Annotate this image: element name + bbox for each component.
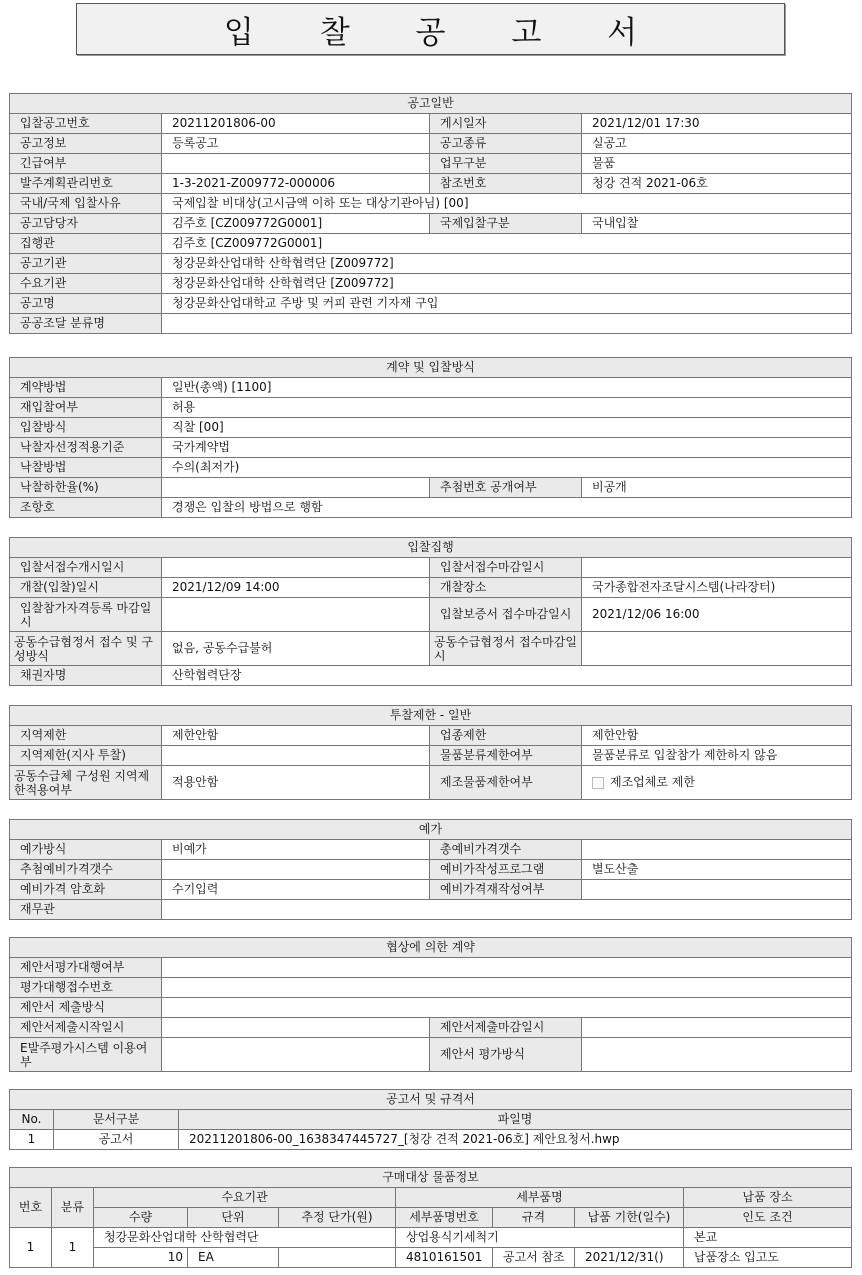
nego-header: 협상에 의한 계약 [10, 938, 852, 958]
notice-info: 등록공고 [162, 134, 430, 154]
executor-label: 집행관 [10, 234, 162, 254]
price-total [582, 840, 852, 860]
submit-start [162, 1018, 430, 1038]
bid-end-label: 입찰서접수마감일시 [430, 558, 582, 578]
eval-agency [162, 958, 852, 978]
price-draw-label: 추첨예비가격갯수 [10, 860, 162, 880]
lottery-label: 추첨번호 공개여부 [430, 478, 582, 498]
biz-type: 물품 [582, 154, 852, 174]
items-col-unit: 단위 [188, 1208, 279, 1228]
bid-method: 직찰 [00] [162, 418, 852, 438]
notice-name-label: 공고명 [10, 294, 162, 314]
item-demand: 청강문화산업대학 산학협력단 [94, 1228, 396, 1248]
rebid: 허용 [162, 398, 852, 418]
industry: 제한안함 [582, 726, 852, 746]
maker-label: 제조물품제한여부 [430, 766, 582, 800]
restrict-section [9, 705, 852, 800]
files-col-name: 파일명 [179, 1110, 852, 1130]
eval-method [582, 1038, 852, 1072]
urgent-label: 긴급여부 [10, 154, 162, 174]
intl-reason: 국제입찰 비대상(고시금액 이하 또는 대상기관아님) [00] [162, 194, 852, 214]
qual [162, 598, 430, 632]
eval-no-label: 평가대행접수번호 [10, 978, 162, 998]
submit-end-label: 제안서제출마감일시 [430, 1018, 582, 1038]
finance [162, 900, 852, 920]
bid-no-label: 입찰공고번호 [10, 114, 162, 134]
price-header: 예가 [10, 820, 852, 840]
file-row [10, 1130, 852, 1150]
price-method: 비예가 [162, 840, 430, 860]
items-col-no: 번호 [10, 1188, 52, 1228]
criteria: 국가계약법 [162, 438, 852, 458]
price-program-label: 예비가작성프로그램 [430, 860, 582, 880]
clause: 경쟁은 입찰의 방법으로 행함 [162, 498, 852, 518]
ebid-label: E발주평가시스템 이용여부 [10, 1038, 162, 1072]
price-method-label: 예가방식 [10, 840, 162, 860]
intl-reason-label: 국내/국제 입찰사유 [10, 194, 162, 214]
joint-deadline-label: 공동수급협정서 접수마감일시 [430, 632, 582, 666]
item-due: 2021/12/31() [575, 1248, 684, 1268]
joint-method-label: 공동수급협정서 접수 및 구성방식 [10, 632, 162, 666]
nego-section [9, 937, 852, 1072]
bid-method-label: 입찰방식 [10, 418, 162, 438]
executor: 김주호 [CZ009772G0001] [162, 234, 852, 254]
document-title [76, 3, 785, 55]
files-section [9, 1089, 852, 1150]
maker-checkbox[interactable] [592, 777, 604, 789]
item-spec: 공고서 참조 [493, 1248, 575, 1268]
item-detail-no: 4810161501 [396, 1248, 493, 1268]
files-col-no: No. [10, 1110, 54, 1130]
items-col-place: 납품 장소 [684, 1188, 852, 1208]
items-col-due: 납품 기한(일수) [575, 1208, 684, 1228]
contract-method: 일반(총액) [1100] [162, 378, 852, 398]
maker-cell [582, 766, 852, 800]
file-no: 1 [10, 1130, 54, 1150]
item-qty: 10 [94, 1248, 188, 1268]
award-label: 낙찰방법 [10, 458, 162, 478]
ref-no-label: 참조번호 [430, 174, 582, 194]
intl-type-label: 국제입찰구분 [430, 214, 582, 234]
branch-label: 지역제한(지사 투찰) [10, 746, 162, 766]
restrict-header: 투찰제한 - 일반 [10, 706, 852, 726]
item-price [279, 1248, 396, 1268]
contract-header: 계약 및 입찰방식 [10, 358, 852, 378]
ref-no: 청강 견적 2021-06호 [582, 174, 852, 194]
items-col-qty: 수량 [94, 1208, 188, 1228]
item-place: 본교 [684, 1228, 852, 1248]
price-total-label: 총예비가격갯수 [430, 840, 582, 860]
items-header: 구매대상 물품정보 [10, 1168, 852, 1188]
files-col-type: 문서구분 [54, 1110, 179, 1130]
bond-deadline: 2021/12/06 16:00 [582, 598, 852, 632]
plan-no-label: 발주계획관리번호 [10, 174, 162, 194]
open-place: 국가종합전자조달시스템(나라장터) [582, 578, 852, 598]
class-label: 공공조달 분류명 [10, 314, 162, 334]
eval-agency-label: 제안서평가대행여부 [10, 958, 162, 978]
items-col-detail: 세부품명 [396, 1188, 684, 1208]
item-detail-name: 상업용식기세척기 [396, 1228, 684, 1248]
contract-method-label: 계약방법 [10, 378, 162, 398]
bid-no: 20211201806-00 [162, 114, 430, 134]
eval-no [162, 978, 852, 998]
limit [162, 478, 430, 498]
execution-header: 입찰집행 [10, 538, 852, 558]
award: 수의(최저가) [162, 458, 852, 478]
finance-label: 재무관 [10, 900, 162, 920]
joint-deadline [582, 632, 852, 666]
open-label: 개찰(입찰)일시 [10, 578, 162, 598]
price-program: 별도산출 [582, 860, 852, 880]
limit-label: 낙찰하한율(%) [10, 478, 162, 498]
plan-no: 1-3-2021-Z009772-000006 [162, 174, 430, 194]
submit-label: 제안서 제출방식 [10, 998, 162, 1018]
agency: 청강문화산업대학 산학협력단 [Z009772] [162, 254, 852, 274]
post-date-label: 게시일자 [430, 114, 582, 134]
notice-kind-label: 공고종류 [430, 134, 582, 154]
file-link[interactable]: 20211201806-00_1638347445727_[청강 견적 2021-06호] 제안요청서.hwp [179, 1130, 852, 1150]
item-terms: 납품장소 입고도 [684, 1248, 852, 1268]
clause-label: 조항호 [10, 498, 162, 518]
intl-type: 국내입찰 [582, 214, 852, 234]
manager-label: 공고담당자 [10, 214, 162, 234]
open-datetime: 2021/12/09 14:00 [162, 578, 430, 598]
criteria-label: 낙찰자선정적용기준 [10, 438, 162, 458]
qual-label: 입찰참가자격등록 마감일시 [10, 598, 162, 632]
submit [162, 998, 852, 1018]
branch [162, 746, 430, 766]
joint-region: 적용안함 [162, 766, 430, 800]
bond-label: 입찰보증서 접수마감일시 [430, 598, 582, 632]
general-section [9, 93, 852, 334]
industry-label: 업종제한 [430, 726, 582, 746]
maker-text: 제조업체로 제한 [610, 775, 695, 789]
bid-start-label: 입찰서접수개시일시 [10, 558, 162, 578]
region: 제한안함 [162, 726, 430, 746]
bid-end [582, 558, 852, 578]
manager: 김주호 [CZ009772G0001] [162, 214, 430, 234]
items-col-detail-no: 세부품명번호 [396, 1208, 493, 1228]
demand: 청강문화산업대학 산학협력단 [Z009772] [162, 274, 852, 294]
submit-start-label: 제안서제출시작일시 [10, 1018, 162, 1038]
notice-info-label: 공고정보 [10, 134, 162, 154]
file-type: 공고서 [54, 1130, 179, 1150]
price-encrypt: 수기입력 [162, 880, 430, 900]
demand-label: 수요기관 [10, 274, 162, 294]
notice-kind: 실공고 [582, 134, 852, 154]
price-section [9, 819, 852, 920]
price-rewrite-label: 예비가격재작성여부 [430, 880, 582, 900]
rebid-label: 재입찰여부 [10, 398, 162, 418]
class-name [162, 314, 852, 334]
urgent [162, 154, 430, 174]
goods-class-label: 물품분류제한여부 [430, 746, 582, 766]
items-col-terms: 인도 조건 [684, 1208, 852, 1228]
ebid [162, 1038, 430, 1072]
region-label: 지역제한 [10, 726, 162, 746]
items-section [9, 1167, 852, 1268]
price-draw [162, 860, 430, 880]
document-title-text: 입 찰 공 고 서 [223, 14, 666, 51]
item-no: 1 [10, 1228, 52, 1268]
creditor: 산학협력단장 [162, 666, 852, 686]
items-col-spec: 규격 [493, 1208, 575, 1228]
items-col-demand: 수요기관 [94, 1188, 396, 1208]
biz-type-label: 업무구분 [430, 154, 582, 174]
execution-section [9, 537, 852, 686]
contract-section [9, 357, 852, 518]
bid-start [162, 558, 430, 578]
items-col-class: 분류 [52, 1188, 94, 1228]
price-rewrite [582, 880, 852, 900]
files-header: 공고서 및 규격서 [10, 1090, 852, 1110]
general-header: 공고일반 [10, 94, 852, 114]
agency-label: 공고기관 [10, 254, 162, 274]
price-encrypt-label: 예비가격 암호화 [10, 880, 162, 900]
item-unit: EA [188, 1248, 279, 1268]
lottery: 비공개 [582, 478, 852, 498]
joint-method: 없음, 공동수급불허 [162, 632, 430, 666]
post-date: 2021/12/01 17:30 [582, 114, 852, 134]
creditor-label: 채권자명 [10, 666, 162, 686]
notice-name: 청강문화산업대학교 주방 및 커피 관련 기자재 구입 [162, 294, 852, 314]
submit-end [582, 1018, 852, 1038]
goods-class: 물품분류로 입찰참가 제한하지 않음 [582, 746, 852, 766]
open-place-label: 개찰장소 [430, 578, 582, 598]
items-col-price: 추정 단가(원) [279, 1208, 396, 1228]
eval-method-label: 제안서 평가방식 [430, 1038, 582, 1072]
joint-region-label: 공동수급체 구성원 지역제한적용여부 [10, 766, 162, 800]
item-class: 1 [52, 1228, 94, 1268]
